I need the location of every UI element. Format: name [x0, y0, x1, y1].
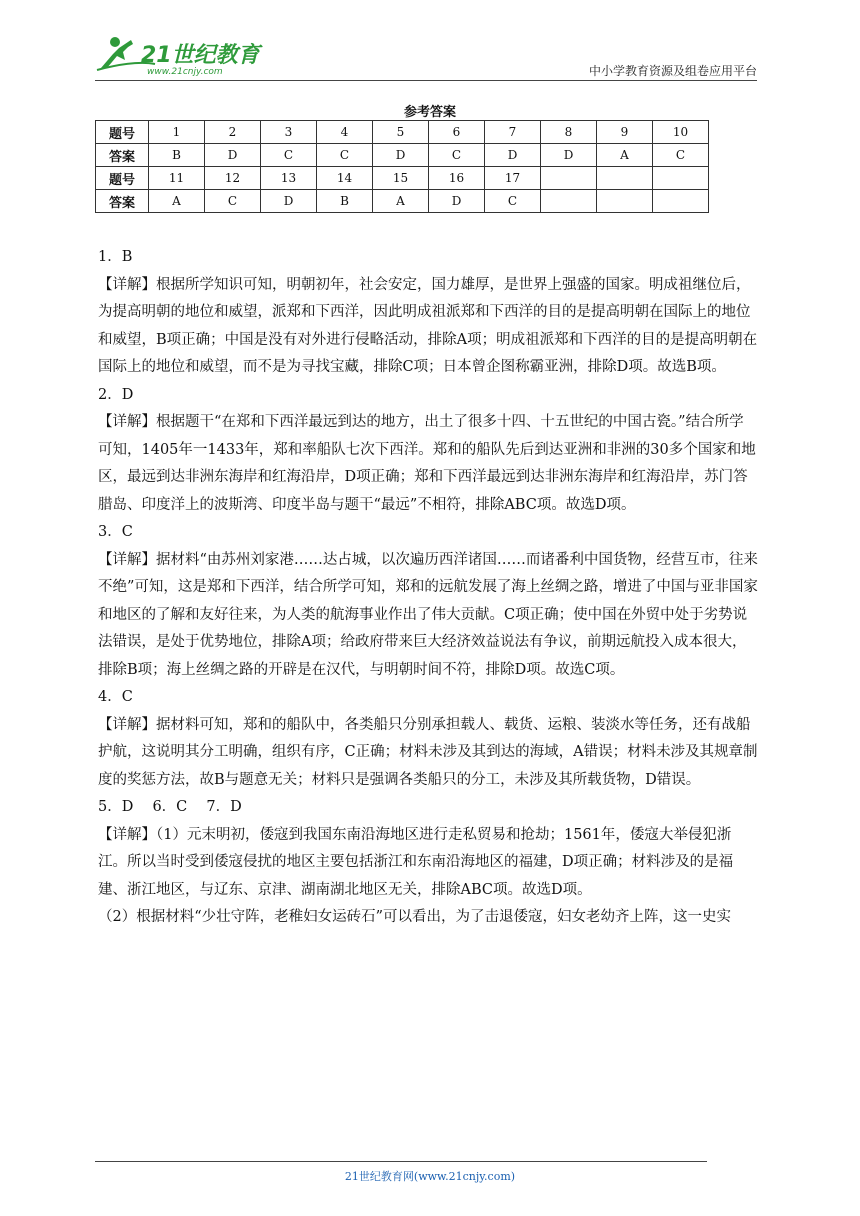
footer-link[interactable]: 21世纪教育网(www.21cnjy.com): [344, 1170, 516, 1183]
question-answer-heading: 5．D 6．C 7．D: [98, 799, 242, 815]
page-header: [95, 34, 757, 80]
answer-cell: D: [373, 144, 429, 167]
row-label: 答案: [96, 190, 149, 213]
answer-cell: B: [149, 144, 205, 167]
question-number-cell: 15: [373, 167, 429, 190]
question-number-cell: [653, 167, 709, 190]
row-label: 答案: [96, 144, 149, 167]
question-number-cell: 9: [597, 121, 653, 144]
question-number-cell: 8: [541, 121, 597, 144]
row-label: 题号: [96, 167, 149, 190]
logo-runner-icon: [95, 34, 265, 76]
question-number-cell: 17: [485, 167, 541, 190]
answer-cell: A: [373, 190, 429, 213]
table-row-numbers: [96, 167, 709, 190]
question-number-cell: 14: [317, 167, 373, 190]
table-row-answers: [96, 144, 709, 167]
answer-cell: C: [653, 144, 709, 167]
answer-cell: C: [485, 190, 541, 213]
question-number-cell: [541, 167, 597, 190]
answer-cell: D: [485, 144, 541, 167]
answer-cell: [653, 190, 709, 213]
row-label: 题号: [96, 121, 149, 144]
answer-cell: [541, 190, 597, 213]
answer-explanations: [98, 244, 758, 932]
header-divider: [95, 80, 757, 81]
answer-detail: 【详解】据材料“由苏州刘家港……达占城，以次遍历西洋诸国……而诸番利中国货物，经营互市，往来不绝”可知，这是郑和下西洋，结合所学可知，郑和的远航发展了海上丝绸之路，增进了中国与亚非国家和地区的了解和友好往来，为人类的航海事业作出了伟大贡献。C项正确；使中国在外贸中处于劣势说法错误，是处于优势地位，排除A项；给政府带来巨大经济效益说法有争议，前期远航投入成本很大，排除B项；海上丝绸之路的开辟是在汉代，与明朝时间不符，排除D项。故选C项。: [98, 551, 758, 678]
question-number-cell: 12: [205, 167, 261, 190]
answer-cell: A: [149, 190, 205, 213]
table-row-answers: [96, 190, 709, 213]
answer-cell: D: [261, 190, 317, 213]
question-answer-heading: 2．D: [98, 386, 134, 403]
answer-detail: 【详解】根据所学知识可知，明朝初年，社会安定，国力雄厚，是世界上强盛的国家。明成祖继位后，为提高明朝的地位和威望，派郑和下西洋，因此明成祖派郑和下西洋的目的是提高明朝在国际上的地位和威望，B项正确；中国是没有对外进行侵略活动，排除A项；明成祖派郑和下西洋的目的是提高明朝在国际上的地位和威望，而不是为寻找宝藏，排除C项；日本曾企图称霸亚洲，排除D项。故选B项。: [98, 276, 758, 375]
answer-cell: C: [205, 190, 261, 213]
answer-cell: C: [429, 144, 485, 167]
question-number-cell: 1: [149, 121, 205, 144]
question-answer-heading: 3．C: [98, 524, 133, 540]
table-row-numbers: [96, 121, 709, 144]
question-number-cell: 10: [653, 121, 709, 144]
question-number-cell: 11: [149, 167, 205, 190]
answer-detail: 【详解】（1）元末明初，倭寇到我国东南沿海地区进行走私贸易和抢劫；1561年，倭寇大举侵犯浙江。所以当时受到倭寇侵扰的地区主要包括浙江和东南沿海地区的福建，D项正确；材料涉及的是福建、浙江地区，与辽东、京津、湖南湖北地区无关，排除ABC项。故选D项。: [98, 826, 734, 898]
answer-cell: C: [317, 144, 373, 167]
question-number-cell: [597, 167, 653, 190]
question-number-cell: 4: [317, 121, 373, 144]
answer-cell: [597, 190, 653, 213]
question-number-cell: 2: [205, 121, 261, 144]
question-number-cell: 5: [373, 121, 429, 144]
answer-detail: 【详解】根据题干“在郑和下西洋最远到达的地方，出土了很多十四、十五世纪的中国古瓷。”结合所学可知，1405年一1433年，郑和率船队七次下西洋。郑和的船队先后到达亚洲和非洲的30多个国家和地区，最远到达非洲东海岸和红海沿岸，D项正确；郑和下西洋最远到达非洲东海岸和红海沿岸，苏门答腊岛、印度洋上的波斯湾、印度半岛与题干“最远”不相符，排除ABC项。故选D项。: [98, 414, 756, 513]
answer-detail: （2）根据材料“少壮守阵，老稚妇女运砖石”可以看出，为了击退倭寇，妇女老幼齐上阵，这一史实: [98, 909, 732, 925]
site-logo[interactable]: [95, 34, 265, 76]
question-number-cell: 7: [485, 121, 541, 144]
platform-name: 中小学教育资源及组卷应用平台: [588, 64, 757, 78]
question-answer-heading: 1．B: [98, 249, 133, 265]
question-number-cell: 16: [429, 167, 485, 190]
answer-cell: B: [317, 190, 373, 213]
logo-url: www.21cnjy.com: [147, 67, 223, 76]
footer-divider: [95, 1161, 707, 1162]
answer-cell: A: [597, 144, 653, 167]
answer-cell: D: [429, 190, 485, 213]
answer-detail: 【详解】据材料可知，郑和的船队中，各类船只分别承担载人、载货、运粮、装淡水等任务，还有战船护航，这说明其分工明确，组织有序，C正确；材料未涉及其到达的海域，A错误；材料未涉及其规章制度的奖惩方法，故B与题意无关；材料只是强调各类船只的分工，未涉及其所载货物，D错误。: [98, 716, 758, 788]
answer-title: 参考答案: [403, 105, 456, 120]
question-number-cell: 6: [429, 121, 485, 144]
answer-cell: D: [205, 144, 261, 167]
answer-table: [95, 120, 709, 213]
question-answer-heading: 4．C: [98, 689, 133, 705]
answer-cell: C: [261, 144, 317, 167]
question-number-cell: 13: [261, 167, 317, 190]
logo-text: 21世纪教育: [141, 43, 260, 68]
answer-cell: D: [541, 144, 597, 167]
question-number-cell: 3: [261, 121, 317, 144]
